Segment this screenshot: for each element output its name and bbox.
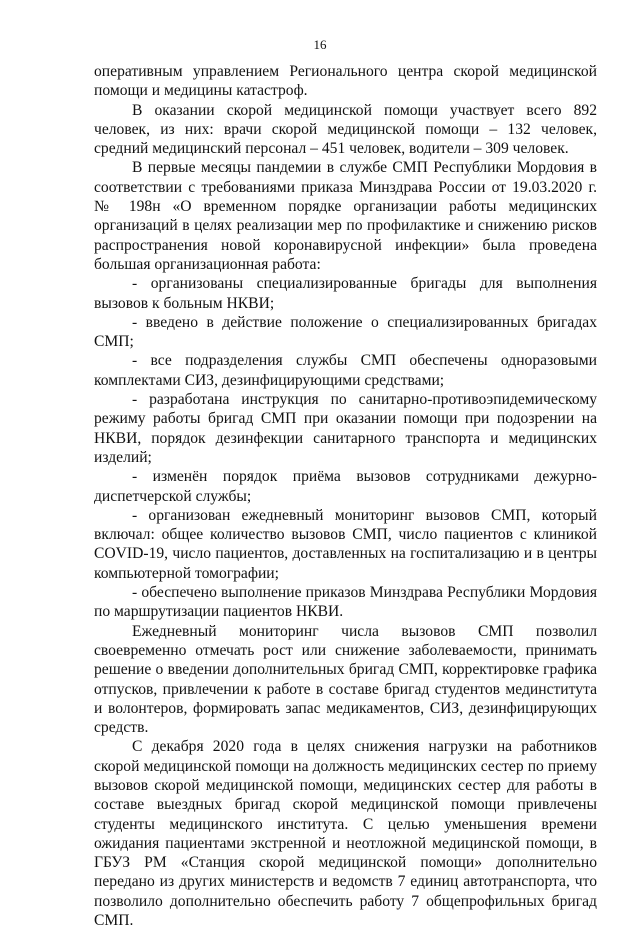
paragraph: - организованы специализированные бригады для выполнения вызовов к больным НКВИ; (94, 275, 597, 312)
document-body (94, 62, 597, 930)
paragraph: В оказании скорой медицинской помощи участвует всего 892 человек, из них: врачи скорой медицинской помощи – 132 человек, средний медицинский персонал – 451 человек, водители – 309 человек. (94, 101, 597, 158)
paragraph: Ежедневный мониторинг числа вызовов СМП позволил своевременно отмечать рост или снижение заболеваемости, принимать решение о введении дополнительных бригад СМП, корректировке графика отпусков, привлечении к работе в составе бригад студентов мединститута и волонтеров, формировать запас медикаментов, СИЗ, дезинфицирующих средств. (94, 622, 597, 737)
paragraph: - изменён порядок приёма вызовов сотрудниками дежурно-диспетчерской службы; (94, 468, 597, 505)
paragraph: - введено в действие положение о специализированных бригадах СМП; (94, 313, 597, 351)
paragraph: В первые месяцы пандемии в службе СМП Республики Мордовия в соответствии с требованиями приказа Минздрава России от 19.03.2020 г. № 198н «О временном порядке организации работы медицинских организаций в целях реализации мер по профилактике и снижению рисков распространения новой коронавирусной инфекции» была проведена большая организационная работа: (94, 159, 597, 273)
paragraph: - организован ежедневный мониторинг вызовов СМП, который включал: общее количество вызовов СМП, число пациентов с клиникой COVID-19, число пациентов, доставленных на госпитализацию и в центры компьютерной томографии; (94, 506, 597, 582)
page-number: 16 (313, 37, 327, 52)
paragraph: - обеспечено выполнение приказов Минздрава Республики Мордовия по маршрутизации пациентов НКВИ. (94, 584, 597, 621)
paragraph: оперативным управлением Регионального центра скорой медицинской помощи и медицины катастроф. (94, 63, 597, 100)
paragraph: - разработана инструкция по санитарно-противоэпидемическому режиму работы бригад СМП при оказании помощи при подозрении на НКВИ, порядок дезинфекции санитарного транспорта и медицинских изделий; (94, 391, 597, 466)
paragraph: - все подразделения службы СМП обеспечены одноразовыми комплектами СИЗ, дезинфицирующими средствами; (94, 352, 597, 389)
paragraph: С декабря 2020 года в целях снижения нагрузки на работников скорой медицинской помощи на должность медицинских сестер по приему вызовов скорой медицинской помощи, медицинских сестер для работы в составе выездных бригад скорой медицинской помощи привлечены студенты медицинского института. С целью уменьшения времени ожидания пациентами экстренной и неотложной медицинской помощи, в ГБУЗ РМ «Станция скорой медицинской помощи» дополнительно передано из других министерств и ведомств 7 единиц автотранспорта, что позволило дополнительно обеспечить работу 7 общепрофильных бригад СМП. (94, 738, 597, 930)
